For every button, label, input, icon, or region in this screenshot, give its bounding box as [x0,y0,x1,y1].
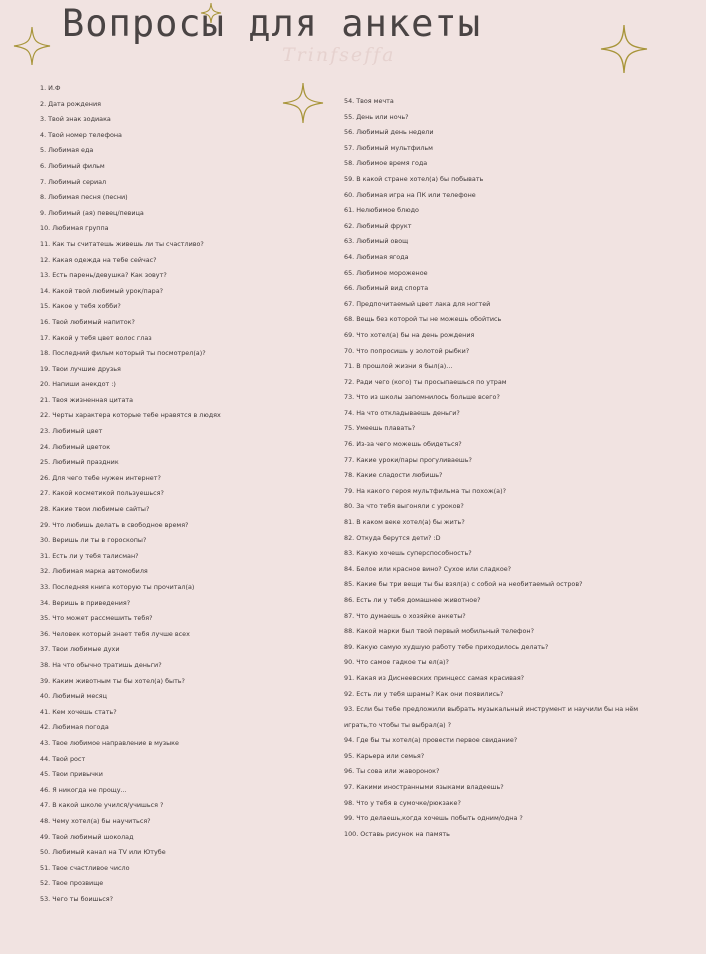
question-item [40,798,221,814]
question-text: 88. Какой марки был твой первый мобильный телефон? [344,627,534,636]
question-item [40,705,221,721]
question-item [344,266,664,282]
question-text: 98. Что у тебя в сумочке/рюкзаке? [344,798,461,807]
question-item [40,783,221,799]
question-text: 75. Умеешь плавать? [344,424,416,433]
question-item [344,359,664,375]
question-item [344,437,664,453]
question-text: 8. Любимая песня (песни) [40,193,128,202]
question-text: 17. Какой у тебя цвет волос глаз [40,333,152,342]
question-text: 28. Какие твои любимые сайты? [40,505,150,514]
question-item [40,128,221,144]
question-item [40,814,221,830]
question-text: 36. Человек который знает тебя лучше всех [40,629,190,638]
question-item [344,421,664,437]
question-text: 71. В прошлой жизни я был(а)... [344,362,453,371]
question-text: 94. Где бы ты хотел(а) провести первое свидание? [344,736,518,745]
question-text: 91. Какая из Диснеевских принцесс самая красивая? [344,673,525,682]
question-text: 6. Любимый фильм [40,161,105,170]
question-text: 40. Любимый месяц [40,692,107,701]
question-text: 2. Дата рождения [40,99,101,108]
question-text: 74. На что откладываешь деньги? [344,408,460,417]
question-text: 79. На какого героя мультфильма ты похож(а)? [344,486,506,495]
question-text: 33. Последняя книга которую ты прочитал(а) [40,583,195,591]
question-text: 12. Какая одежда на тебе сейчас? [40,255,157,264]
question-item [40,564,221,580]
question-item [344,203,664,219]
question-text: 18. Последний фильм который ты посмотрел(а)? [40,349,206,358]
question-text: 13. Есть парень/девушка? Как зовут? [40,271,167,280]
question-text: 51. Твое счастливое число [40,863,130,872]
question-text: 84. Белое или красное вино? Сухое или сладкое? [344,564,512,573]
question-item [344,328,664,344]
question-text: 93. Если бы тебе предложили выбрать музыкальный инструмент и научили бы на нём играть,то чтобы ты выбрал(а) ? [344,705,639,729]
question-text: 67. Предпочитаемый цвет лака для ногтей [344,299,491,308]
question-text: 69. Что хотел(а) бы на день рождения [344,330,475,339]
question-item [344,562,664,578]
question-item [40,175,221,191]
sparkle-star-icon [200,2,222,24]
question-item [344,515,664,531]
question-text: 37. Твои любимые духи [40,645,120,654]
question-item [344,172,664,188]
question-item [344,733,664,749]
question-item [344,546,664,562]
question-item [344,702,664,733]
question-text: 4. Твой номер телефона [40,130,122,139]
question-text: 68. Вещь без которой ты не можешь обойтись [344,315,502,324]
question-text: 99. Что делаешь,когда хочешь побыть одним/одна ? [344,814,523,823]
question-item [344,687,664,703]
question-text: 61. Нелюбимое блюдо [344,206,419,215]
question-item [344,344,664,360]
question-text: 86. Есть ли у тебя домашнее животное? [344,596,481,604]
question-text: 89. Какую самую худшую работу тебе приходилось делать? [344,642,549,651]
question-item [344,796,664,812]
question-item [344,156,664,172]
question-item [344,234,664,250]
question-text: 16. Твой любимый напиток? [40,317,135,326]
question-text: 5. Любимая еда [40,146,94,155]
question-text: 10. Любимая группа [40,224,109,233]
question-text: 27. Какой косметикой пользуешься? [40,489,164,498]
question-item [344,250,664,266]
question-item [344,764,664,780]
question-text: 52. Твое прозвище [40,879,104,888]
question-text: 95. Карьера или семья? [344,751,425,760]
question-text: 22. Черты характера которые тебе нравятся в людях [40,411,221,420]
question-text: 7. Любимый сериал [40,177,107,186]
question-item [40,190,221,206]
question-item [40,580,221,596]
question-item [344,577,664,593]
question-text: 59. В какой стране хотел(а) бы побывать [344,174,484,183]
question-item [344,453,664,469]
question-item [40,518,221,534]
question-item [344,609,664,625]
question-item [40,767,221,783]
question-item [344,141,664,157]
question-item [40,206,221,222]
question-text: 3. Твой знак зодиака [40,115,111,124]
question-item [40,331,221,347]
question-item [344,297,664,313]
question-text: 85. Какие бы три вещи ты бы взял(а) с собой на необитаемый остров? [344,580,583,589]
question-item [40,658,221,674]
question-text: 29. Что любишь делать в свободное время? [40,520,189,529]
question-text: 58. Любимое время года [344,159,428,168]
question-text: 19. Твои лучшие друзья [40,364,121,373]
question-item [344,593,664,609]
question-item [344,531,664,547]
question-item [40,830,221,846]
question-item [344,484,664,500]
question-text: 78. Какие сладости любишь? [344,471,443,480]
sparkle-star-icon [600,24,648,74]
question-text: 15. Какое у тебя хобби? [40,302,121,311]
question-item [344,655,664,671]
question-text: 49. Твой любимый шоколад [40,832,134,841]
question-item [40,268,221,284]
question-item [40,377,221,393]
question-item [40,845,221,861]
watermark: Trinfseffa [282,44,396,66]
question-list-left [40,81,221,907]
question-item [344,312,664,328]
question-text: 30. Веришь ли ты в гороскопы? [40,536,147,545]
question-item [344,125,664,141]
question-item [344,499,664,515]
question-text: 25. Любимый праздник [40,458,119,467]
question-text: 26. Для чего тебе нужен интернет? [40,473,161,482]
question-item [344,390,664,406]
question-item [344,110,664,126]
question-item [40,596,221,612]
question-item [40,284,221,300]
question-text: 92. Есть ли у тебя шрамы? Как они появились? [344,689,504,698]
question-item [344,827,664,843]
question-text: 62. Любимый фрукт [344,221,412,230]
question-text: 96. Ты сова или жаворонок? [344,767,440,776]
sparkle-star-icon [282,82,324,124]
question-text: 70. Что попросишь у золотой рыбки? [344,346,470,355]
question-item [40,408,221,424]
question-text: 76. Из-за чего можешь обидеться? [344,440,462,449]
question-text: 39. Каким животным ты бы хотел(а) быть? [40,676,185,685]
question-item [40,424,221,440]
question-item [40,237,221,253]
question-item [40,611,221,627]
question-item [40,393,221,409]
question-text: 83. Какую хочешь суперспособность? [344,549,472,558]
question-text: 46. Я никогда не прощу... [40,785,127,794]
question-text: 35. Что может рассмешить тебя? [40,614,153,623]
question-text: 55. День или ночь? [344,112,409,121]
question-text: 20. Напиши анекдот :) [40,380,116,389]
question-text: 24. Любимый цветок [40,442,111,451]
question-text: 87. Что думаешь о хозяйке анкеты? [344,611,466,620]
question-item [40,112,221,128]
question-text: 47. В какой школе учился/учишься ? [40,801,164,810]
question-list-right [344,94,664,842]
question-item [40,159,221,175]
question-text: 65. Любимое мороженое [344,268,428,277]
question-item [40,861,221,877]
question-item [40,502,221,518]
question-item [344,624,664,640]
question-item [40,720,221,736]
question-item [344,406,664,422]
question-text: 73. Что из школы запомнилось больше всего? [344,393,500,402]
question-text: 90. Что самое гадкое ты ел(а)? [344,658,449,667]
question-text: 66. Любимый вид спорта [344,284,429,293]
question-text: 44. Твой рост [40,754,86,763]
question-text: 63. Любимый овощ [344,237,409,246]
question-text: 43. Твое любимое направление в музыке [40,738,179,747]
question-text: 50. Любимый канал на TV или Ютубе [40,848,166,857]
question-text: 82. Откуда берутся дети? :D [344,533,441,542]
question-item [40,143,221,159]
question-item [40,253,221,269]
question-item [344,219,664,235]
question-item [40,533,221,549]
question-item [40,674,221,690]
question-text: 34. Веришь в приведения? [40,598,131,607]
question-text: 60. Любимая игра на ПК или телефоне [344,190,476,199]
question-item [40,299,221,315]
question-item [40,346,221,362]
question-item [344,188,664,204]
question-item [40,81,221,97]
question-item [40,736,221,752]
question-item [344,671,664,687]
question-text: 32. Любимая марка автомобиля [40,567,148,576]
question-text: 80. За что тебя выгоняли с уроков? [344,502,464,511]
question-item [40,642,221,658]
question-item [40,892,221,908]
question-item [40,689,221,705]
question-text: 45. Твои привычки [40,770,103,779]
question-text: 54. Твоя мечта [344,97,394,105]
question-item [40,362,221,378]
question-item [40,549,221,565]
question-text: 38. На что обычно тратишь деньги? [40,660,162,669]
question-item [40,752,221,768]
question-text: 14. Какой твой любимый урок/пара? [40,286,164,295]
question-text: 81. В каком веке хотел(а) бы жить? [344,518,465,527]
question-item [344,94,664,110]
question-item [344,375,664,391]
question-text: 77. Какие уроки/пары прогуливаешь? [344,455,472,464]
question-text: 1. И.Ф [40,84,61,92]
question-item [344,780,664,796]
question-text: 41. Кем хочешь стать? [40,707,117,716]
question-text: 64. Любимая ягода [344,252,409,261]
question-item [344,468,664,484]
question-item [40,876,221,892]
question-text: 21. Твоя жизненная цитата [40,395,133,404]
sparkle-star-icon [13,26,51,66]
question-item [40,627,221,643]
page-title: Вопросы для анкеты [62,2,481,45]
question-text: 100. Оставь рисунок на память [344,829,450,838]
question-item [344,281,664,297]
question-item [40,315,221,331]
question-text: 9. Любимый (ая) певец/певица [40,208,144,217]
question-item [40,455,221,471]
question-item [40,471,221,487]
question-text: 11. Как ты считатешь живешь ли ты счастливо? [40,239,204,248]
question-item [344,640,664,656]
question-text: 42. Любимая погода [40,723,109,732]
question-text: 23. Любимый цвет [40,427,103,436]
question-text: 53. Чего ты боишься? [40,894,113,903]
question-text: 97. Какими иностранными языками владеешь? [344,782,504,791]
question-item [40,97,221,113]
question-item [40,440,221,456]
question-text: 72. Ради чего (кого) ты просыпаешься по утрам [344,377,507,386]
question-item [40,486,221,502]
question-item [40,221,221,237]
question-item [344,749,664,765]
question-text: 56. Любимый день недели [344,128,434,137]
question-text: 57. Любимый мультфильм [344,143,433,152]
question-item [344,811,664,827]
question-text: 31. Есть ли у тебя талисман? [40,551,139,560]
question-text: 48. Чему хотел(а) бы научиться? [40,816,151,825]
